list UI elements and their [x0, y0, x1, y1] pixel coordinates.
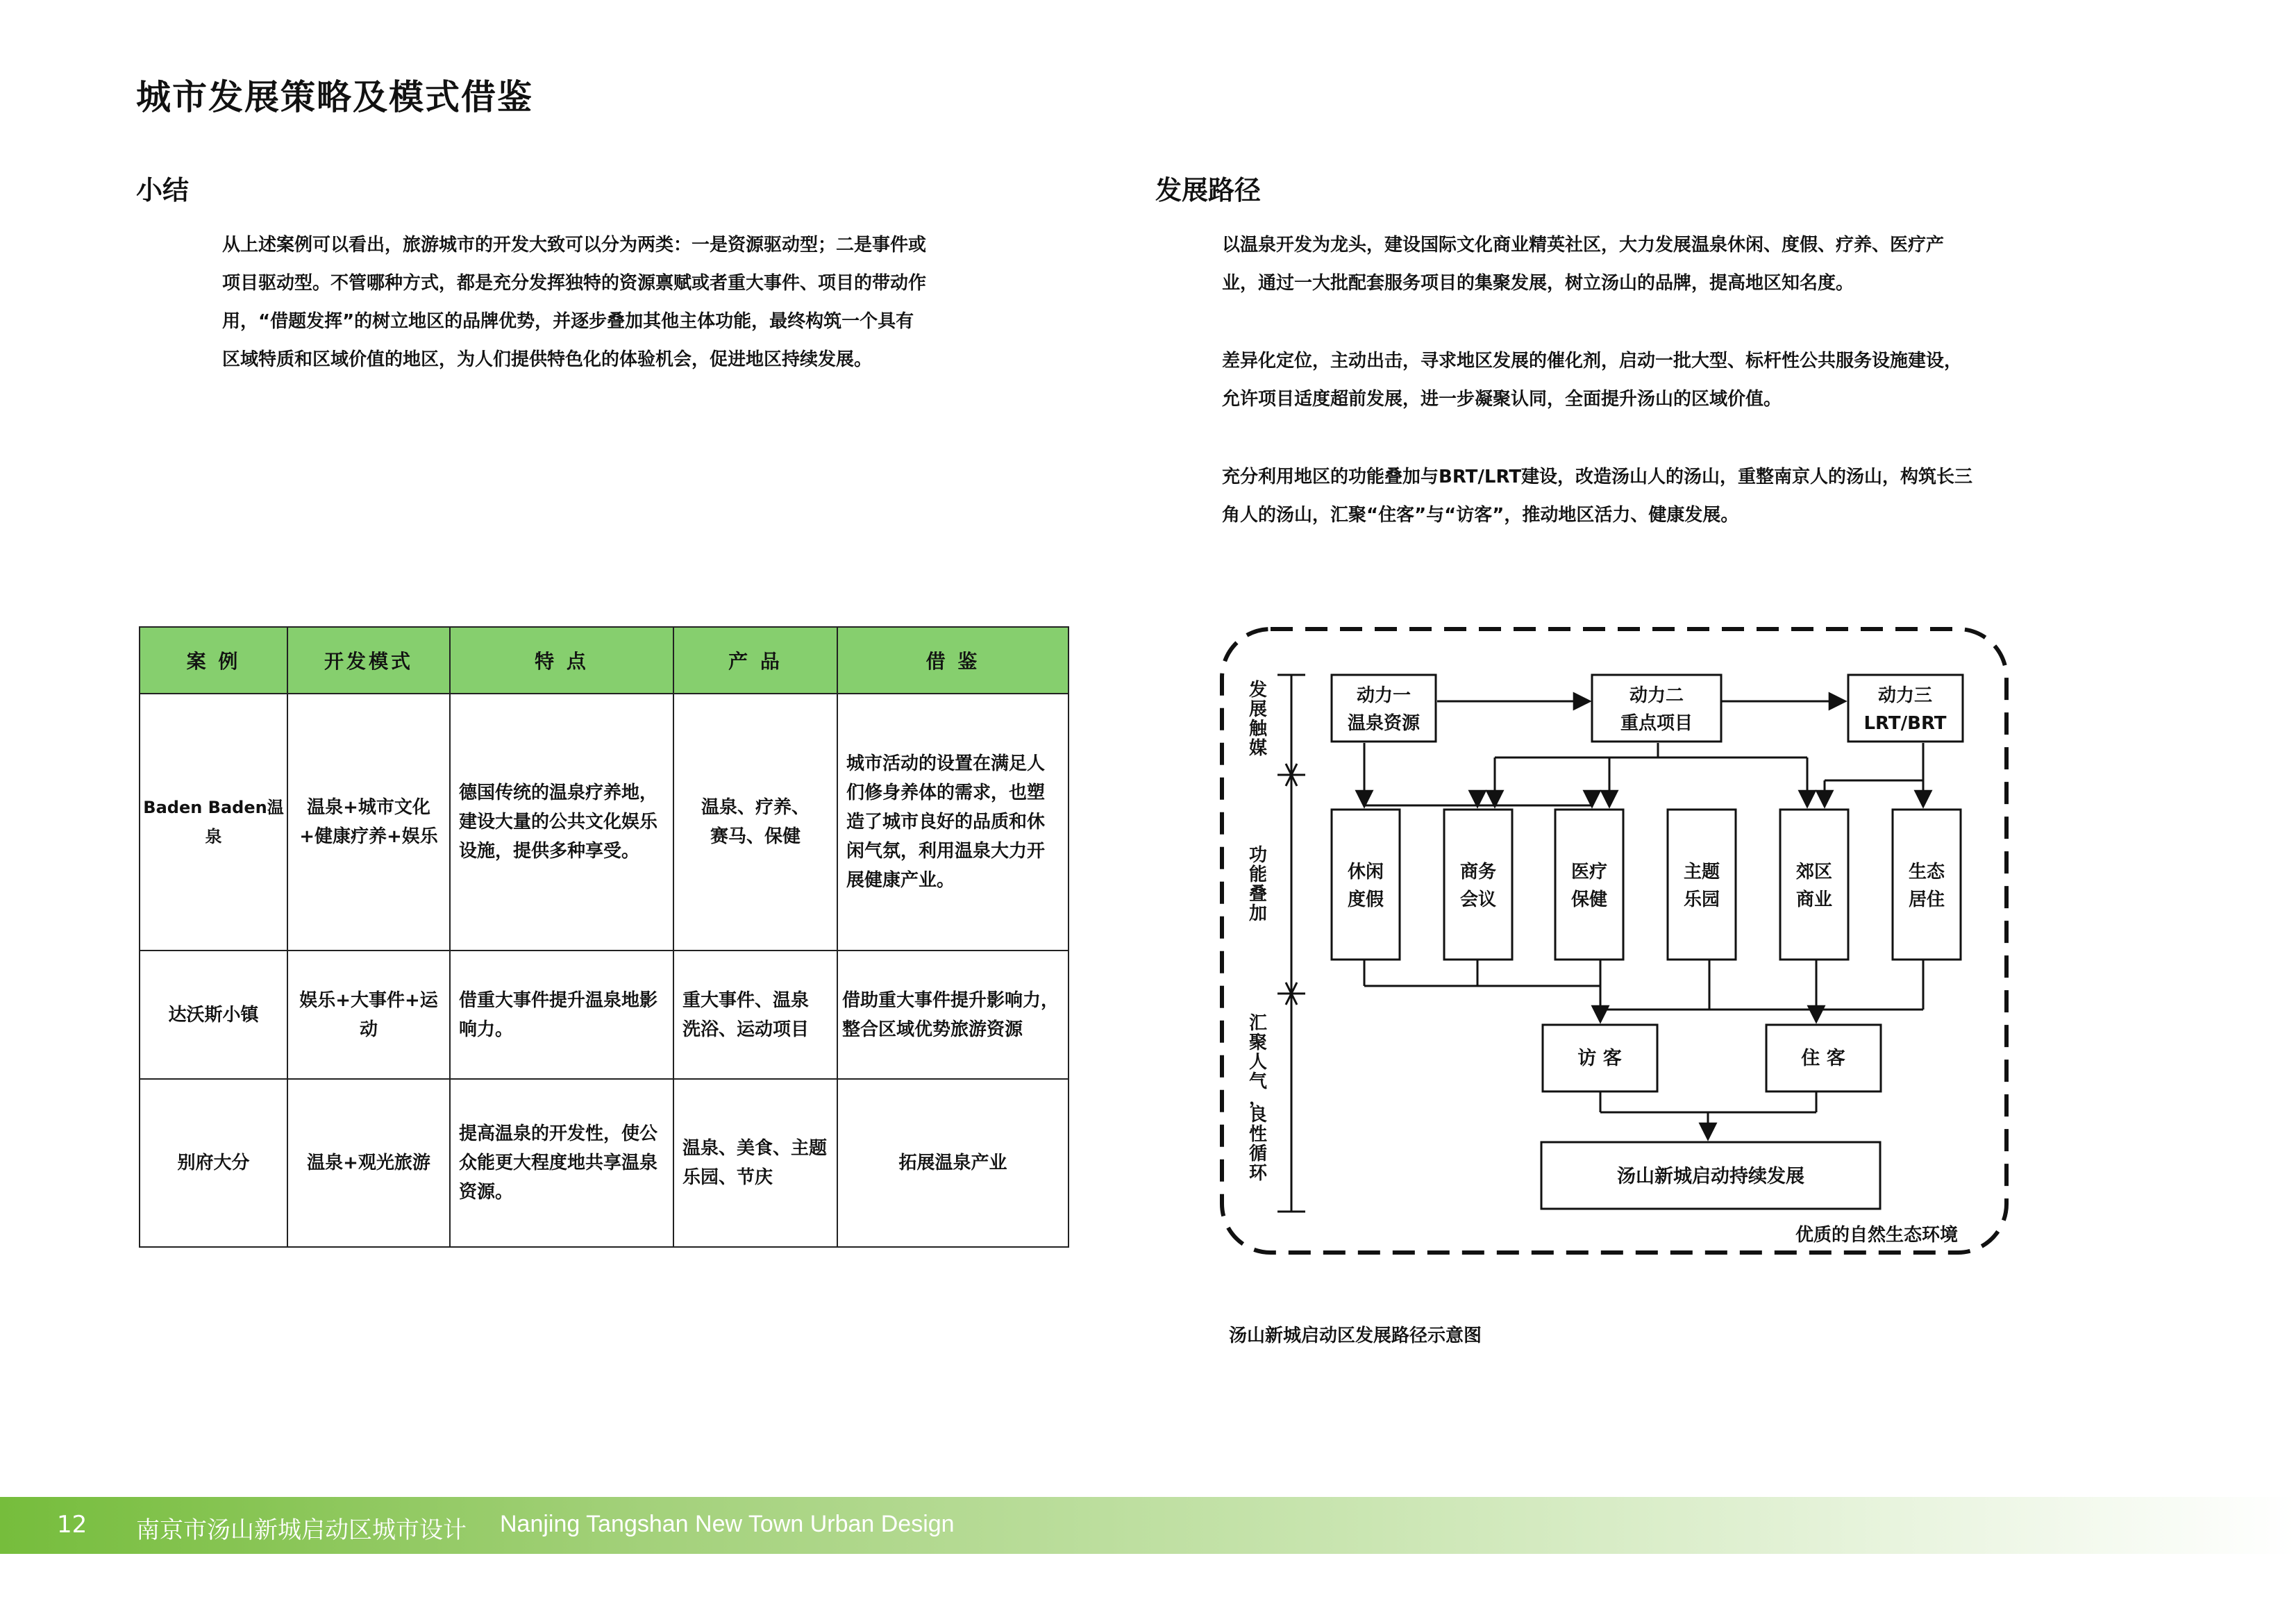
footer-title-cn: 南京市汤山新城启动区城市设计 [136, 1516, 467, 1544]
page-number: 12 [57, 1511, 87, 1539]
lesson-line: 借助重大事件提升影响力， [842, 989, 1059, 1011]
function-box-suburban-commerce [1780, 810, 1848, 960]
summary-line: 项目驱动型。不管哪种方式，都是充分发挥独特的资源禀赋或者重大事件、项目的带动作 [222, 273, 927, 294]
development-path-diagram [1208, 618, 2020, 1271]
function-box-business [1444, 810, 1512, 960]
stage-gather-char: ， [1248, 1088, 1268, 1109]
product-cell [673, 951, 837, 1079]
path-paragraph [1222, 342, 1962, 419]
mode-cell [287, 951, 450, 1079]
stage-gather-char: 性 [1248, 1124, 1268, 1145]
function-label: 生态 [1908, 862, 1945, 882]
stage-trigger-char: 媒 [1248, 738, 1268, 759]
function-label: 乐园 [1683, 889, 1720, 910]
col-header-mode: 开发模式 [287, 627, 450, 694]
product-line: 赛马、保健 [710, 826, 801, 847]
page-title: 城市发展策略及模式借鉴 [136, 77, 533, 117]
stage-gather-char: 人 [1248, 1052, 1268, 1073]
case-table [139, 626, 1069, 1248]
case-cell: 达沃斯小镇 [140, 951, 287, 1079]
product-cell [673, 694, 837, 951]
summary-line: 用，“借题发挥”的树立地区的品牌优势，并逐步叠加其他主体功能，最终构筑一个具有 [222, 311, 914, 332]
case-cell: 别府大分 [140, 1079, 287, 1247]
mode-line: 温泉+城市文化 [307, 797, 430, 818]
lesson-line: 城市活动的设置在满足人 [846, 753, 1046, 774]
driver-label: 动力三 [1877, 685, 1933, 706]
feature-line: 德国传统的温泉疗养地， [459, 782, 658, 803]
case-cell: Baden Baden温泉 [140, 694, 287, 951]
function-label: 会议 [1459, 889, 1497, 910]
summary-title: 小结 [136, 175, 190, 206]
stage-gather-char: 气 [1248, 1071, 1268, 1092]
driver-label: LRT/BRT [1863, 713, 1947, 734]
path-line: 以温泉开发为龙头，建设国际文化商业精英社区，大力发展温泉休闲、度假、疗养、医疗产 [1222, 235, 1945, 256]
product-line: 温泉、疗养、 [701, 797, 810, 818]
feature-line: 提高温泉的开发性，使公 [459, 1123, 658, 1144]
stage-gather-char: 聚 [1248, 1032, 1268, 1053]
environment-label: 优质的自然生态环境 [1795, 1225, 1958, 1246]
summary-line: 从上述案例可以看出，旅游城市的开发大致可以分为两类：一是资源驱动型；二是事件或 [222, 235, 927, 256]
function-label: 居住 [1908, 889, 1945, 910]
lesson-cell [837, 694, 1069, 951]
mode-line: 娱乐+大事件+运动 [299, 989, 438, 1040]
mode-line: 温泉+观光旅游 [307, 1153, 430, 1173]
product-line: 重大事件、温泉 [682, 989, 810, 1011]
path-line: 业，通过一大批配套服务项目的集聚发展，树立汤山的品牌，提高地区知名度。 [1222, 273, 1854, 294]
stage-overlay-char: 加 [1248, 903, 1268, 924]
feature-line: 借重大事件提升温泉地影 [459, 989, 658, 1011]
stage-overlay-char: 功 [1248, 845, 1268, 866]
stage-trigger-char: 展 [1248, 699, 1268, 720]
lesson-cell [837, 951, 1069, 1079]
path-line: 角人的汤山，汇聚“住客”与“访客”，推动地区活力、健康发展。 [1222, 505, 1739, 526]
stage-gather-char: 环 [1248, 1163, 1268, 1184]
function-label: 商务 [1459, 862, 1497, 882]
function-label: 商业 [1795, 889, 1833, 910]
path-paragraph [1222, 458, 1972, 535]
visitor-label: 访 客 [1577, 1048, 1622, 1069]
feature-line: 建设大量的公共文化娱乐 [459, 812, 658, 832]
driver-label: 重点项目 [1620, 713, 1693, 734]
path-line: 允许项目适度超前发展，进一步凝聚认同，全面提升汤山的区域价值。 [1222, 389, 1782, 410]
function-label: 休闲 [1347, 862, 1384, 882]
path-line: 充分利用地区的功能叠加与BRT/LRT建设，改造汤山人的汤山，重整南京人的汤山，构筑长三 [1222, 467, 1973, 487]
stage-trigger-char: 触 [1248, 719, 1268, 739]
mode-line: +健康疗养+娱乐 [299, 826, 438, 847]
stage-overlay-char: 叠 [1248, 884, 1268, 905]
feature-line: 设施，提供多种享受。 [459, 841, 640, 862]
stage-axis [1277, 675, 1305, 1212]
path-paragraph [1222, 226, 1944, 303]
feature-line: 响力。 [459, 1019, 514, 1040]
stage-gather-char: 汇 [1248, 1013, 1268, 1034]
product-line: 温泉、美食、主题 [682, 1138, 828, 1159]
mode-cell [287, 694, 450, 951]
lesson-line: 整合区域优势旅游资源 [842, 1019, 1023, 1040]
function-label: 主题 [1683, 862, 1720, 882]
lesson-line: 们修身养体的需求，也塑 [846, 782, 1046, 803]
lesson-line: 造了城市良好的品质和休 [846, 812, 1046, 832]
stage-trigger-char: 发 [1248, 680, 1268, 701]
summary-text [222, 226, 926, 379]
product-cell [673, 1079, 837, 1247]
stage-overlay-char: 能 [1248, 864, 1268, 885]
function-box-eco-living [1893, 810, 1961, 960]
col-header-product: 产 品 [673, 627, 837, 694]
function-label: 度假 [1347, 889, 1384, 910]
driver-label: 动力二 [1629, 685, 1684, 706]
function-box-leisure [1332, 810, 1400, 960]
product-line: 乐园、节庆 [682, 1167, 773, 1188]
table-header-row [140, 627, 1069, 694]
lesson-line: 闲气氛，利用温泉大力开 [846, 841, 1046, 862]
feature-line: 众能更大程度地共享温泉 [459, 1153, 658, 1173]
product-line: 洗浴、运动项目 [682, 1019, 810, 1040]
feature-cell [450, 694, 673, 951]
result-label: 汤山新城启动持续发展 [1617, 1166, 1804, 1187]
function-box-medical [1555, 810, 1623, 960]
table-row [140, 694, 1069, 951]
lesson-line: 拓展温泉产业 [898, 1153, 1007, 1173]
function-label: 郊区 [1795, 862, 1833, 882]
col-header-lesson: 借 鉴 [837, 627, 1069, 694]
lesson-line: 展健康产业。 [846, 870, 955, 891]
lesson-cell [837, 1079, 1069, 1247]
path-title: 发展路径 [1155, 175, 1262, 206]
table-row [140, 1079, 1069, 1247]
driver-label: 温泉资源 [1347, 713, 1421, 734]
feature-line: 资源。 [459, 1182, 514, 1203]
resident-label: 住 客 [1801, 1048, 1845, 1069]
function-label: 医疗 [1570, 862, 1608, 882]
feature-cell [450, 1079, 673, 1247]
feature-cell [450, 951, 673, 1079]
driver-label: 动力一 [1356, 685, 1411, 706]
col-header-case: 案 例 [140, 627, 287, 694]
col-header-feature: 特 点 [450, 627, 673, 694]
stage-gather-char: 循 [1248, 1144, 1268, 1164]
summary-line: 区域特质和区域价值的地区，为人们提供特色化的体验机会，促进地区持续发展。 [222, 349, 873, 370]
stage-gather-char: 良 [1248, 1105, 1268, 1125]
function-label: 保健 [1570, 889, 1608, 910]
table-row [140, 951, 1069, 1079]
path-line: 差异化定位，主动出击，寻求地区发展的催化剂，启动一批大型、标杆性公共服务设施建设， [1222, 351, 1963, 371]
diagram-caption: 汤山新城启动区发展路径示意图 [1229, 1325, 1482, 1346]
mode-cell [287, 1079, 450, 1247]
function-box-theme-park [1668, 810, 1736, 960]
footer-title-en: Nanjing Tangshan New Town Urban Design [500, 1511, 955, 1537]
